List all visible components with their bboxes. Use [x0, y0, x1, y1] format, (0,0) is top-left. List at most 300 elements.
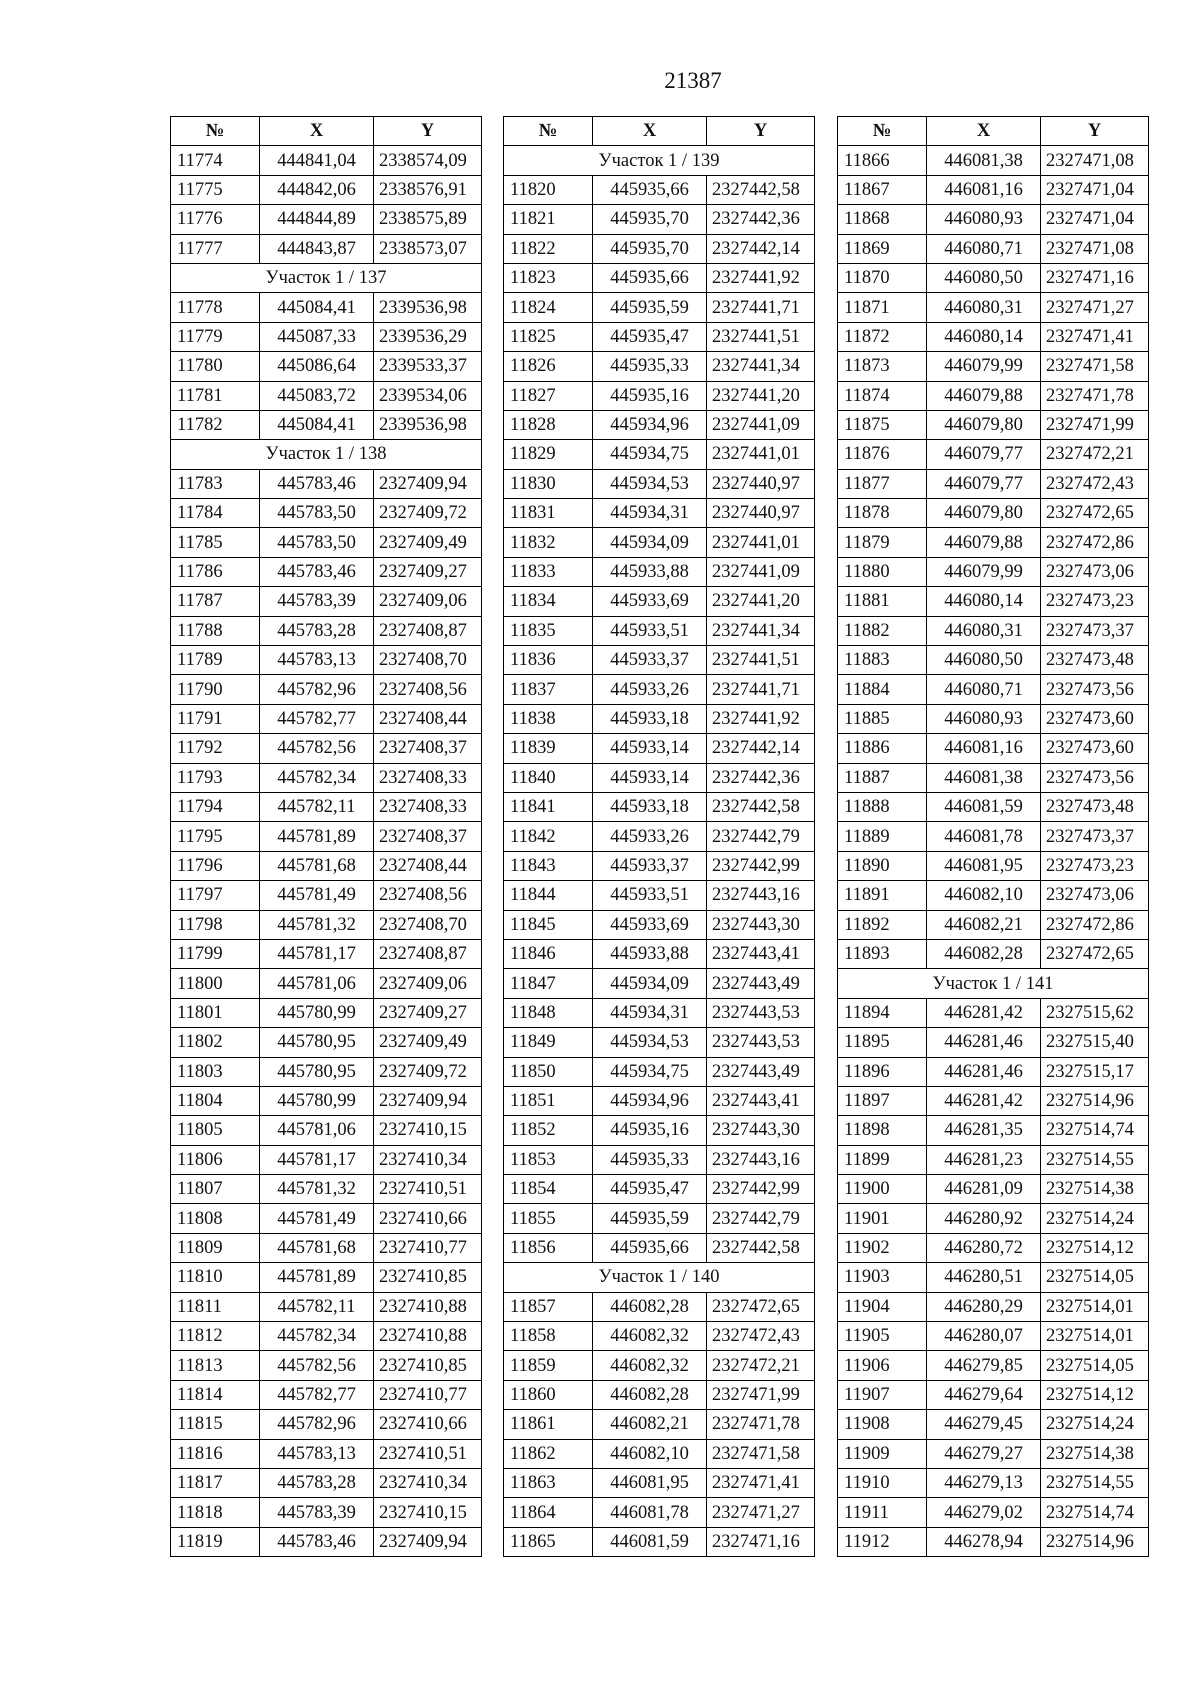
- point-number: 11843: [504, 851, 593, 880]
- point-number: 11779: [171, 322, 260, 351]
- table-row: [504, 1175, 815, 1204]
- x-coordinate: 446081,95: [927, 851, 1041, 880]
- x-coordinate: 446082,32: [593, 1322, 707, 1351]
- x-coordinate: 446080,93: [927, 704, 1041, 733]
- y-coordinate: 2327514,24: [1041, 1204, 1149, 1233]
- table-row: [171, 1175, 482, 1204]
- x-coordinate: 446079,88: [927, 381, 1041, 410]
- y-coordinate: 2327408,44: [374, 704, 482, 733]
- y-coordinate: 2327442,99: [707, 851, 815, 880]
- x-coordinate: 446281,42: [927, 998, 1041, 1027]
- table-row: [504, 822, 815, 851]
- y-coordinate: 2327441,34: [707, 616, 815, 645]
- point-number: 11884: [838, 675, 927, 704]
- column-header-number: №: [171, 117, 260, 146]
- column-header-x: X: [927, 117, 1041, 146]
- point-number: 11880: [838, 557, 927, 586]
- x-coordinate: 445934,53: [593, 469, 707, 498]
- point-number: 11824: [504, 293, 593, 322]
- point-number: 11781: [171, 381, 260, 410]
- section-label: Участок 1 / 141: [838, 969, 1149, 998]
- y-coordinate: 2327471,27: [1041, 293, 1149, 322]
- table-row: [171, 646, 482, 675]
- x-coordinate: 446080,50: [927, 646, 1041, 675]
- point-number: 11846: [504, 939, 593, 968]
- y-coordinate: 2327472,65: [1041, 939, 1149, 968]
- table-row: [838, 352, 1149, 381]
- point-number: 11798: [171, 910, 260, 939]
- y-coordinate: 2327514,24: [1041, 1410, 1149, 1439]
- y-coordinate: 2327443,41: [707, 1086, 815, 1115]
- x-coordinate: 445933,51: [593, 616, 707, 645]
- table-row: [171, 1028, 482, 1057]
- point-number: 11864: [504, 1498, 593, 1527]
- y-coordinate: 2327443,53: [707, 998, 815, 1027]
- y-coordinate: 2338576,91: [374, 175, 482, 204]
- y-coordinate: 2327442,79: [707, 1204, 815, 1233]
- y-coordinate: 2327442,79: [707, 822, 815, 851]
- y-coordinate: 2327441,09: [707, 557, 815, 586]
- x-coordinate: 445781,49: [260, 1204, 374, 1233]
- table-row: [838, 1439, 1149, 1468]
- table-row: [504, 352, 815, 381]
- point-number: 11829: [504, 440, 593, 469]
- x-coordinate: 445781,32: [260, 1175, 374, 1204]
- table-row: [838, 851, 1149, 880]
- x-coordinate: 446081,16: [927, 734, 1041, 763]
- table-row: [838, 1057, 1149, 1086]
- x-coordinate: 445934,53: [593, 1028, 707, 1057]
- point-number: 11903: [838, 1263, 927, 1292]
- table-row: [504, 646, 815, 675]
- table-row: [838, 1233, 1149, 1262]
- point-number: 11797: [171, 881, 260, 910]
- table-row: [838, 1527, 1149, 1556]
- table-row: [504, 675, 815, 704]
- y-coordinate: 2339536,98: [374, 293, 482, 322]
- point-number: 11886: [838, 734, 927, 763]
- table-row: [838, 234, 1149, 263]
- table-row: [171, 234, 482, 263]
- table-row: [838, 881, 1149, 910]
- x-coordinate: 446279,13: [927, 1468, 1041, 1497]
- x-coordinate: 445782,11: [260, 1292, 374, 1321]
- point-number: 11782: [171, 410, 260, 439]
- table-row: [504, 293, 815, 322]
- table-row: [171, 1468, 482, 1497]
- x-coordinate: 445782,34: [260, 763, 374, 792]
- y-coordinate: 2327472,43: [707, 1322, 815, 1351]
- point-number: 11838: [504, 704, 593, 733]
- y-coordinate: 2327410,85: [374, 1263, 482, 1292]
- table-row: [838, 939, 1149, 968]
- x-coordinate: 446279,64: [927, 1380, 1041, 1409]
- y-coordinate: 2339536,98: [374, 410, 482, 439]
- y-coordinate: 2327472,21: [707, 1351, 815, 1380]
- point-number: 11836: [504, 646, 593, 675]
- y-coordinate: 2327515,62: [1041, 998, 1149, 1027]
- point-number: 11908: [838, 1410, 927, 1439]
- table-row: [171, 499, 482, 528]
- y-coordinate: 2327473,06: [1041, 881, 1149, 910]
- table-row: [838, 146, 1149, 175]
- y-coordinate: 2327409,94: [374, 1086, 482, 1115]
- table-row: [171, 998, 482, 1027]
- x-coordinate: 445782,96: [260, 1410, 374, 1439]
- table-row: [504, 969, 815, 998]
- point-number: 11844: [504, 881, 593, 910]
- x-coordinate: 446280,72: [927, 1233, 1041, 1262]
- x-coordinate: 445934,96: [593, 1086, 707, 1115]
- y-coordinate: 2327409,27: [374, 557, 482, 586]
- table-row: [838, 440, 1149, 469]
- y-coordinate: 2327409,72: [374, 499, 482, 528]
- y-coordinate: 2327514,74: [1041, 1116, 1149, 1145]
- y-coordinate: 2327471,04: [1041, 205, 1149, 234]
- y-coordinate: 2338574,09: [374, 146, 482, 175]
- x-coordinate: 445087,33: [260, 322, 374, 351]
- y-coordinate: 2338575,89: [374, 205, 482, 234]
- table-row: [504, 1057, 815, 1086]
- table-row: [504, 998, 815, 1027]
- point-number: 11835: [504, 616, 593, 645]
- y-coordinate: 2327441,92: [707, 704, 815, 733]
- table-row: [171, 1351, 482, 1380]
- section-row: [838, 969, 1149, 998]
- point-number: 11891: [838, 881, 927, 910]
- point-number: 11777: [171, 234, 260, 263]
- x-coordinate: 445935,66: [593, 263, 707, 292]
- x-coordinate: 445933,26: [593, 822, 707, 851]
- table-row: [171, 1204, 482, 1233]
- table-row: [171, 1057, 482, 1086]
- y-coordinate: 2327408,37: [374, 734, 482, 763]
- point-number: 11872: [838, 322, 927, 351]
- point-number: 11858: [504, 1322, 593, 1351]
- x-coordinate: 446279,45: [927, 1410, 1041, 1439]
- point-number: 11860: [504, 1380, 593, 1409]
- table-row: [838, 822, 1149, 851]
- point-number: 11871: [838, 293, 927, 322]
- y-coordinate: 2327514,96: [1041, 1086, 1149, 1115]
- x-coordinate: 445783,13: [260, 646, 374, 675]
- table-row: [171, 1233, 482, 1262]
- table-row: [504, 1292, 815, 1321]
- y-coordinate: 2327472,65: [1041, 499, 1149, 528]
- point-number: 11867: [838, 175, 927, 204]
- y-coordinate: 2327471,41: [1041, 322, 1149, 351]
- x-coordinate: 445934,09: [593, 528, 707, 557]
- point-number: 11818: [171, 1498, 260, 1527]
- x-coordinate: 444844,89: [260, 205, 374, 234]
- y-coordinate: 2327443,16: [707, 1145, 815, 1174]
- x-coordinate: 445782,56: [260, 734, 374, 763]
- x-coordinate: 445934,75: [593, 1057, 707, 1086]
- y-coordinate: 2327471,58: [707, 1439, 815, 1468]
- y-coordinate: 2327473,23: [1041, 587, 1149, 616]
- y-coordinate: 2327409,49: [374, 528, 482, 557]
- x-coordinate: 445933,37: [593, 851, 707, 880]
- table-row: [838, 616, 1149, 645]
- x-coordinate: 446082,21: [593, 1410, 707, 1439]
- section-label: Участок 1 / 139: [504, 146, 815, 175]
- y-coordinate: 2327408,70: [374, 910, 482, 939]
- column-header-y: Y: [1041, 117, 1149, 146]
- x-coordinate: 445935,16: [593, 1116, 707, 1145]
- table-row: [838, 410, 1149, 439]
- point-number: 11889: [838, 822, 927, 851]
- table-row: [171, 410, 482, 439]
- table-row: [504, 381, 815, 410]
- point-number: 11839: [504, 734, 593, 763]
- point-number: 11897: [838, 1086, 927, 1115]
- y-coordinate: 2327471,16: [707, 1527, 815, 1556]
- y-coordinate: 2327408,56: [374, 881, 482, 910]
- section-row: [504, 1263, 815, 1292]
- point-number: 11898: [838, 1116, 927, 1145]
- table-row: [838, 1145, 1149, 1174]
- table-row: [171, 587, 482, 616]
- x-coordinate: 445935,66: [593, 1233, 707, 1262]
- x-coordinate: 445782,34: [260, 1322, 374, 1351]
- point-number: 11842: [504, 822, 593, 851]
- table-row: [838, 734, 1149, 763]
- y-coordinate: 2327441,92: [707, 263, 815, 292]
- y-coordinate: 2327443,16: [707, 881, 815, 910]
- y-coordinate: 2327410,85: [374, 1351, 482, 1380]
- y-coordinate: 2327471,16: [1041, 263, 1149, 292]
- x-coordinate: 446281,46: [927, 1028, 1041, 1057]
- x-coordinate: 446279,02: [927, 1498, 1041, 1527]
- table-row: [838, 646, 1149, 675]
- point-number: 11847: [504, 969, 593, 998]
- point-number: 11800: [171, 969, 260, 998]
- y-coordinate: 2327408,37: [374, 822, 482, 851]
- point-number: 11788: [171, 616, 260, 645]
- table-row: [504, 1439, 815, 1468]
- y-coordinate: 2327410,88: [374, 1292, 482, 1321]
- point-number: 11827: [504, 381, 593, 410]
- y-coordinate: 2327471,78: [707, 1410, 815, 1439]
- table-row: [838, 1204, 1149, 1233]
- point-number: 11840: [504, 763, 593, 792]
- x-coordinate: 445935,70: [593, 234, 707, 263]
- y-coordinate: 2327471,08: [1041, 146, 1149, 175]
- x-coordinate: 446081,16: [927, 175, 1041, 204]
- table-row: [171, 322, 482, 351]
- x-coordinate: 446281,09: [927, 1175, 1041, 1204]
- y-coordinate: 2327472,65: [707, 1292, 815, 1321]
- x-coordinate: 445935,66: [593, 175, 707, 204]
- section-row: [171, 440, 482, 469]
- x-coordinate: 444843,87: [260, 234, 374, 263]
- table-row: [171, 381, 482, 410]
- table-row: [171, 1292, 482, 1321]
- point-number: 11807: [171, 1175, 260, 1204]
- x-coordinate: 446080,31: [927, 616, 1041, 645]
- y-coordinate: 2327409,49: [374, 1028, 482, 1057]
- y-coordinate: 2327410,34: [374, 1468, 482, 1497]
- point-number: 11881: [838, 587, 927, 616]
- y-coordinate: 2327410,51: [374, 1439, 482, 1468]
- point-number: 11801: [171, 998, 260, 1027]
- x-coordinate: 445781,49: [260, 881, 374, 910]
- x-coordinate: 446279,27: [927, 1439, 1041, 1468]
- table-row: [838, 675, 1149, 704]
- point-number: 11803: [171, 1057, 260, 1086]
- y-coordinate: 2327409,06: [374, 969, 482, 998]
- x-coordinate: 446281,46: [927, 1057, 1041, 1086]
- x-coordinate: 445933,26: [593, 675, 707, 704]
- point-number: 11786: [171, 557, 260, 586]
- point-number: 11816: [171, 1439, 260, 1468]
- x-coordinate: 446280,92: [927, 1204, 1041, 1233]
- y-coordinate: 2327514,01: [1041, 1292, 1149, 1321]
- point-number: 11805: [171, 1116, 260, 1145]
- point-number: 11812: [171, 1322, 260, 1351]
- point-number: 11868: [838, 205, 927, 234]
- y-coordinate: 2327472,43: [1041, 469, 1149, 498]
- y-coordinate: 2327410,77: [374, 1380, 482, 1409]
- point-number: 11780: [171, 352, 260, 381]
- table-row: [838, 704, 1149, 733]
- table-row: [171, 528, 482, 557]
- point-number: 11856: [504, 1233, 593, 1262]
- point-number: 11785: [171, 528, 260, 557]
- point-number: 11894: [838, 998, 927, 1027]
- point-number: 11790: [171, 675, 260, 704]
- y-coordinate: 2327442,36: [707, 763, 815, 792]
- table-row: [504, 1233, 815, 1262]
- x-coordinate: 445783,13: [260, 1439, 374, 1468]
- y-coordinate: 2327410,51: [374, 1175, 482, 1204]
- x-coordinate: 446281,35: [927, 1116, 1041, 1145]
- table-row: [171, 1263, 482, 1292]
- table-row: [838, 587, 1149, 616]
- column-header-y: Y: [707, 117, 815, 146]
- y-coordinate: 2327408,44: [374, 851, 482, 880]
- header-row: [171, 117, 482, 146]
- x-coordinate: 445782,96: [260, 675, 374, 704]
- table-row: [171, 205, 482, 234]
- point-number: 11859: [504, 1351, 593, 1380]
- point-number: 11820: [504, 175, 593, 204]
- point-number: 11799: [171, 939, 260, 968]
- y-coordinate: 2327410,15: [374, 1116, 482, 1145]
- point-number: 11806: [171, 1145, 260, 1174]
- y-coordinate: 2327514,12: [1041, 1233, 1149, 1262]
- x-coordinate: 446080,71: [927, 234, 1041, 263]
- x-coordinate: 445934,09: [593, 969, 707, 998]
- section-label: Участок 1 / 137: [171, 263, 482, 292]
- point-number: 11828: [504, 410, 593, 439]
- y-coordinate: 2327473,06: [1041, 557, 1149, 586]
- x-coordinate: 446082,10: [593, 1439, 707, 1468]
- x-coordinate: 445933,88: [593, 939, 707, 968]
- point-number: 11878: [838, 499, 927, 528]
- x-coordinate: 445933,37: [593, 646, 707, 675]
- y-coordinate: 2327441,71: [707, 675, 815, 704]
- table-row: [504, 939, 815, 968]
- x-coordinate: 445780,99: [260, 998, 374, 1027]
- table-row: [504, 1468, 815, 1497]
- section-row: [171, 263, 482, 292]
- table-row: [171, 1322, 482, 1351]
- table-row: [504, 734, 815, 763]
- table-row: [838, 381, 1149, 410]
- table-row: [171, 557, 482, 586]
- x-coordinate: 445084,41: [260, 293, 374, 322]
- x-coordinate: 445934,31: [593, 499, 707, 528]
- point-number: 11906: [838, 1351, 927, 1380]
- y-coordinate: 2327408,87: [374, 616, 482, 645]
- coordinates-table-2: [503, 116, 815, 1557]
- x-coordinate: 446082,28: [593, 1292, 707, 1321]
- point-number: 11900: [838, 1175, 927, 1204]
- table-row: [504, 263, 815, 292]
- table-row: [504, 1145, 815, 1174]
- table-row: [504, 1380, 815, 1409]
- y-coordinate: 2327515,17: [1041, 1057, 1149, 1086]
- point-number: 11841: [504, 792, 593, 821]
- y-coordinate: 2327441,51: [707, 646, 815, 675]
- point-number: 11862: [504, 1439, 593, 1468]
- x-coordinate: 446081,59: [927, 792, 1041, 821]
- x-coordinate: 445933,18: [593, 704, 707, 733]
- section-label: Участок 1 / 140: [504, 1263, 815, 1292]
- point-number: 11893: [838, 939, 927, 968]
- table-row: [504, 410, 815, 439]
- x-coordinate: 445783,46: [260, 1527, 374, 1556]
- coordinates-table-3: [837, 116, 1149, 1557]
- y-coordinate: 2327514,01: [1041, 1322, 1149, 1351]
- x-coordinate: 446082,32: [593, 1351, 707, 1380]
- x-coordinate: 445935,59: [593, 293, 707, 322]
- table-row: [504, 322, 815, 351]
- y-coordinate: 2327472,86: [1041, 910, 1149, 939]
- table-row: [171, 851, 482, 880]
- x-coordinate: 445780,99: [260, 1086, 374, 1115]
- table-row: [504, 499, 815, 528]
- y-coordinate: 2327473,37: [1041, 616, 1149, 645]
- y-coordinate: 2327514,05: [1041, 1263, 1149, 1292]
- x-coordinate: 445781,68: [260, 851, 374, 880]
- point-number: 11813: [171, 1351, 260, 1380]
- point-number: 11810: [171, 1263, 260, 1292]
- point-number: 11831: [504, 499, 593, 528]
- table-row: [838, 528, 1149, 557]
- point-number: 11875: [838, 410, 927, 439]
- point-number: 11852: [504, 1116, 593, 1145]
- point-number: 11902: [838, 1233, 927, 1262]
- point-number: 11907: [838, 1380, 927, 1409]
- x-coordinate: 445935,59: [593, 1204, 707, 1233]
- y-coordinate: 2327442,36: [707, 205, 815, 234]
- x-coordinate: 445933,14: [593, 734, 707, 763]
- point-number: 11792: [171, 734, 260, 763]
- y-coordinate: 2327409,94: [374, 1527, 482, 1556]
- x-coordinate: 445086,64: [260, 352, 374, 381]
- x-coordinate: 445781,06: [260, 969, 374, 998]
- table-row: [171, 352, 482, 381]
- y-coordinate: 2327441,51: [707, 322, 815, 351]
- y-coordinate: 2327409,72: [374, 1057, 482, 1086]
- table-row: [504, 1028, 815, 1057]
- y-coordinate: 2327442,99: [707, 1175, 815, 1204]
- y-coordinate: 2327514,05: [1041, 1351, 1149, 1380]
- y-coordinate: 2327471,27: [707, 1498, 815, 1527]
- point-number: 11802: [171, 1028, 260, 1057]
